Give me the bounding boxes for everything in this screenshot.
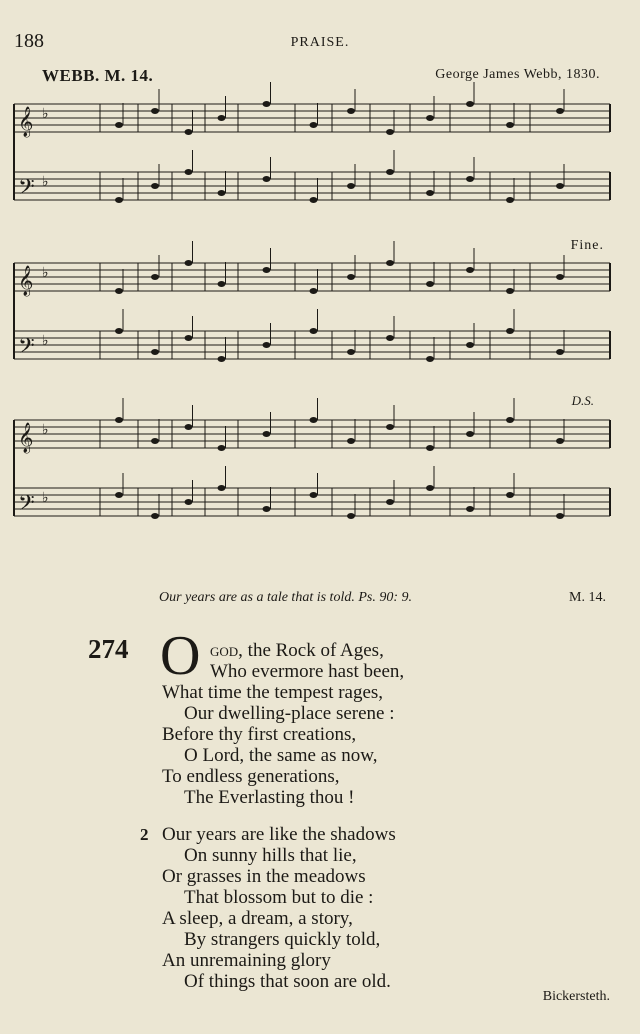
treble-clef-icon: 𝄞 (18, 423, 34, 452)
music-score (0, 80, 640, 540)
stanza-1-line-1 (210, 640, 384, 661)
note-head (218, 115, 226, 121)
note-head (426, 281, 434, 287)
note-head (151, 274, 159, 280)
note-head (151, 513, 159, 519)
stanza-1-line: Our dwelling-place serene : (184, 703, 395, 724)
note-head (218, 190, 226, 196)
bass-clef-icon: 𝄢 (18, 175, 35, 204)
stanza-1-line: Before thy first creations, (162, 724, 357, 745)
note-head (426, 445, 434, 451)
note-head (185, 499, 193, 505)
treble-clef-icon: 𝄞 (18, 266, 34, 295)
note-head (218, 356, 226, 362)
stanza-2-line: That blossom but to die : (184, 887, 374, 908)
note-head (466, 267, 474, 273)
note-head (263, 267, 271, 273)
note-head (347, 513, 355, 519)
note-head (263, 101, 271, 107)
note-head (386, 499, 394, 505)
note-head (347, 274, 355, 280)
note-head (426, 356, 434, 362)
note-head (466, 101, 474, 107)
note-head (386, 169, 394, 175)
flat-icon: ♭ (42, 175, 49, 190)
note-head (310, 122, 318, 128)
note-head (556, 349, 564, 355)
note-head (386, 424, 394, 430)
page-number: 188 (14, 30, 44, 52)
fine-mark: Fine. (570, 238, 604, 253)
bass-clef-icon: 𝄢 (18, 491, 35, 520)
note-head (115, 197, 123, 203)
note-head (185, 424, 193, 430)
note-head (426, 115, 434, 121)
note-head (310, 417, 318, 423)
stanza-2-line: By strangers quickly told, (184, 929, 381, 950)
stanza-1-line: The Everlasting thou ! (184, 787, 355, 808)
note-head (151, 438, 159, 444)
note-head (466, 506, 474, 512)
stanza-2-number: 2 (140, 825, 149, 844)
note-head (263, 342, 271, 348)
stanza-1-line: To endless generations, (162, 766, 340, 787)
author: Bickersteth. (542, 989, 610, 1004)
ds-mark: D.S. (571, 393, 594, 408)
note-head (310, 288, 318, 294)
note-head (556, 108, 564, 114)
note-head (506, 197, 514, 203)
stanza-2-line: Our years are like the shadows (162, 824, 396, 845)
flat-icon: ♭ (42, 491, 49, 506)
treble-clef-icon: 𝄞 (18, 107, 34, 136)
note-head (466, 431, 474, 437)
stanza-2-line: A sleep, a dream, a story, (162, 908, 353, 929)
note-head (151, 108, 159, 114)
note-head (115, 417, 123, 423)
note-head (556, 183, 564, 189)
note-head (263, 176, 271, 182)
first-line-rest: the Rock of Ages, (242, 640, 384, 661)
note-head (151, 349, 159, 355)
note-head (466, 176, 474, 182)
note-head (185, 335, 193, 341)
stanza-1-line: O Lord, the same as now, (184, 745, 378, 766)
note-head (506, 122, 514, 128)
drop-cap: O (160, 625, 201, 687)
stanza-1-line: What time the tempest rages, (162, 682, 384, 703)
stanza-2-line: Of things that soon are old. (184, 971, 391, 992)
hymn-number: 274 (88, 634, 129, 664)
note-head (115, 492, 123, 498)
note-head (556, 438, 564, 444)
note-head (263, 431, 271, 437)
note-head (115, 122, 123, 128)
stanza-2-line: On sunny hills that lie, (184, 845, 357, 866)
flat-icon: ♭ (42, 423, 49, 438)
note-head (466, 342, 474, 348)
note-head (426, 190, 434, 196)
epigraph: Our years are as a tale that is told. Ps. 90: 9. (158, 590, 412, 605)
note-head (185, 169, 193, 175)
note-head (310, 328, 318, 334)
note-head (426, 485, 434, 491)
note-head (115, 288, 123, 294)
note-head (506, 288, 514, 294)
stanza-2-line: An unremaining glory (162, 950, 331, 971)
note-head (506, 417, 514, 423)
first-word: god, (210, 640, 243, 661)
note-head (347, 349, 355, 355)
note-head (386, 335, 394, 341)
note-head (556, 274, 564, 280)
note-head (310, 197, 318, 203)
note-head (185, 260, 193, 266)
note-head (347, 108, 355, 114)
note-head (263, 506, 271, 512)
note-head (506, 328, 514, 334)
note-head (310, 492, 318, 498)
note-head (556, 513, 564, 519)
running-head: PRAISE. (290, 35, 350, 50)
stanza-1-line: Who evermore hast been, (210, 661, 405, 682)
note-head (185, 129, 193, 135)
flat-icon: ♭ (42, 334, 49, 349)
flat-icon: ♭ (42, 266, 49, 281)
composer: George James Webb, 1830. (435, 67, 600, 82)
note-head (347, 438, 355, 444)
bass-clef-icon: 𝄢 (18, 334, 35, 363)
note-head (506, 492, 514, 498)
stanza-2-line: Or grasses in the meadows (162, 866, 366, 887)
note-head (218, 485, 226, 491)
note-head (386, 129, 394, 135)
note-head (151, 183, 159, 189)
tune-name: WEBB. M. 14. (42, 66, 154, 85)
hymn-meter: M. 14. (569, 590, 606, 605)
note-head (347, 183, 355, 189)
note-head (218, 281, 226, 287)
note-head (115, 328, 123, 334)
flat-icon: ♭ (42, 107, 49, 122)
note-head (218, 445, 226, 451)
note-head (386, 260, 394, 266)
